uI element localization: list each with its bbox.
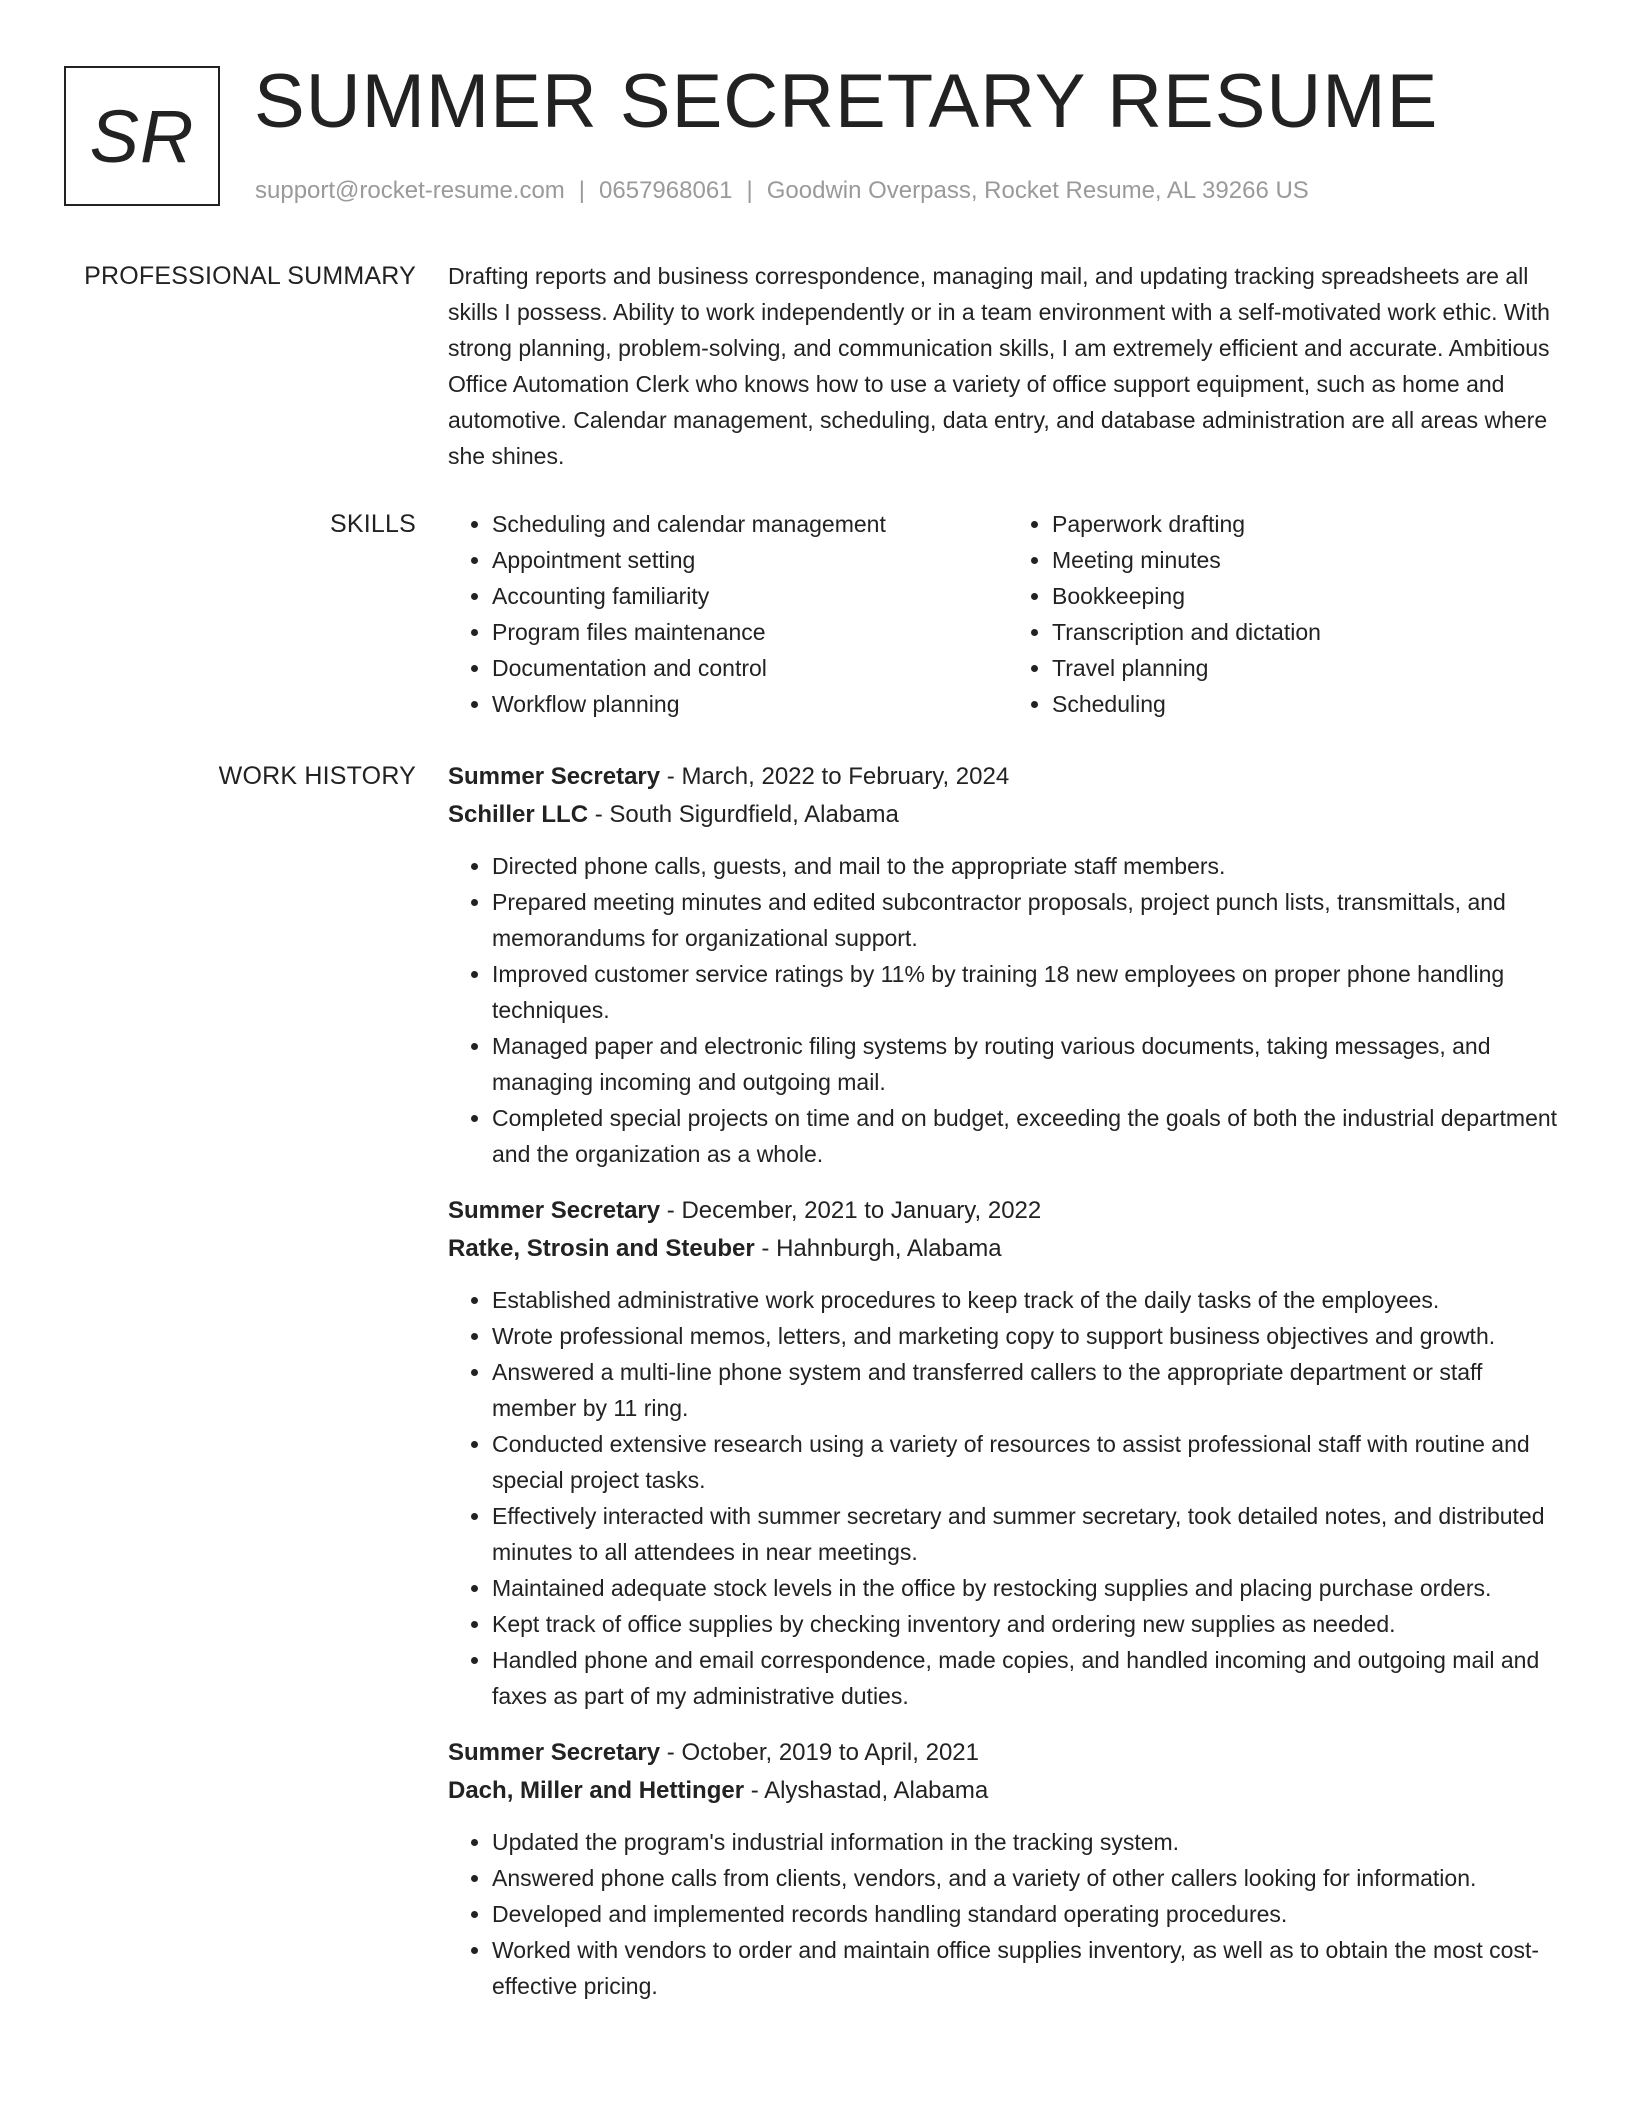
- job-duty: • Worked with vendors to order and maintain office supplies inventory, as well as to obtain the most cost-effective pricing.: [492, 1932, 1568, 2004]
- job-role: Summer Secretary: [448, 763, 661, 790]
- job-dates: - October, 2019 to April, 2021: [660, 1739, 979, 1766]
- job-entry: [448, 1192, 1568, 1714]
- job-duty: • Maintained adequate stock levels in the office by restocking supplies and placing purchase orders.: [492, 1570, 1568, 1606]
- job-duties-list: [448, 1282, 1568, 1714]
- skill-item: • Program files maintenance: [492, 614, 1008, 650]
- job-company-line: [448, 796, 1568, 834]
- skills-body: [448, 506, 1568, 722]
- job-duty: • Answered a multi-line phone system and transferred callers to the appropriate department or staff member by 11 ring.: [492, 1354, 1568, 1426]
- job-duty: • Kept track of office supplies by checking inventory and ordering new supplies as needed.: [492, 1606, 1568, 1642]
- job-duty: • Conducted extensive research using a variety of resources to assist professional staff with routine and special project tasks.: [492, 1426, 1568, 1498]
- contact-separator: |: [578, 177, 586, 204]
- skills-columns: [448, 506, 1568, 722]
- monogram-initials: SR: [89, 94, 195, 178]
- job-duty: • Managed paper and electronic filing systems by routing various documents, taking messages, and managing incoming and outgoing mail.: [492, 1028, 1568, 1100]
- contact-separator: |: [746, 177, 753, 204]
- skill-item: • Paperwork drafting: [1052, 506, 1568, 542]
- job-duty: • Directed phone calls, guests, and mail to the appropriate staff members.: [492, 848, 1568, 884]
- contact-email[interactable]: support@rocket-resume.com: [255, 177, 565, 204]
- job-company: Schiller LLC: [448, 801, 589, 828]
- job-entry: [448, 1734, 1568, 2004]
- skill-item: • Scheduling: [1052, 686, 1568, 722]
- job-role: Summer Secretary: [448, 1197, 661, 1224]
- job-duties-list: [448, 1824, 1568, 2004]
- job-duty: • Wrote professional memos, letters, and marketing copy to support business objectives and growth.: [492, 1318, 1568, 1354]
- job-title-line: [448, 758, 1568, 796]
- job-duty: • Developed and implemented records handling standard operating procedures.: [492, 1896, 1568, 1932]
- skills-list-left: [448, 506, 1008, 722]
- job-duty: • Established administrative work procedures to keep track of the daily tasks of the employees.: [492, 1282, 1568, 1318]
- job-duty: • Improved customer service ratings by 11% by training 18 new employees on proper phone handling techniques.: [492, 956, 1568, 1028]
- job-dates: - December, 2021 to January, 2022: [660, 1197, 1042, 1224]
- skill-item: • Accounting familiarity: [492, 578, 1008, 614]
- job-company: Ratke, Strosin and Steuber: [448, 1235, 755, 1262]
- skill-item: • Appointment setting: [492, 542, 1008, 578]
- skill-item: • Bookkeeping: [1052, 578, 1568, 614]
- job-entry: [448, 758, 1568, 1172]
- job-dates: - March, 2022 to February, 2024: [660, 763, 1010, 790]
- resume-title: SUMMER SECRETARY RESUME: [254, 59, 1439, 144]
- skill-item: • Travel planning: [1052, 650, 1568, 686]
- job-location: - Hahnburgh, Alabama: [754, 1235, 1002, 1262]
- summary-text: Drafting reports and business correspondence, managing mail, and updating tracking spreadsheets are all skills I possess. Ability to work independently or in a team environment with a self-motivated work ethic. With strong planning, problem-solving, and communication skills, I am extremely efficient and accurate. Ambitious Office Automation Clerk who knows how to use a variety of office support equipment, such as home and automotive. Calendar management, scheduling, data entry, and database administration are all areas where she shines.: [448, 263, 1550, 469]
- job-company: Dach, Miller and Hettinger: [448, 1777, 745, 1804]
- job-duty: • Handled phone and email correspondence, made copies, and handled incoming and outgoing mail and faxes as part of my administrative duties.: [492, 1642, 1568, 1714]
- job-duty: • Answered phone calls from clients, vendors, and a variety of other callers looking for information.: [492, 1860, 1568, 1896]
- job-duties-list: [448, 848, 1568, 1172]
- skill-item: • Scheduling and calendar management: [492, 506, 1008, 542]
- job-location: - South Sigurdfield, Alabama: [588, 801, 899, 828]
- skill-item: • Transcription and dictation: [1052, 614, 1568, 650]
- work-history-body: [448, 758, 1568, 2024]
- skill-item: • Meeting minutes: [1052, 542, 1568, 578]
- section-title-skills: SKILLS: [330, 510, 416, 538]
- job-company-line: [448, 1230, 1568, 1268]
- skill-item: • Workflow planning: [492, 686, 1008, 722]
- summary-body: [448, 258, 1568, 474]
- job-duty: • Effectively interacted with summer secretary and summer secretary, took detailed notes, and distributed minutes to all attendees in near meetings.: [492, 1498, 1568, 1570]
- section-title-work-history: WORK HISTORY: [218, 762, 416, 790]
- contact-phone[interactable]: 0657968061: [599, 177, 733, 204]
- job-location: - Alyshastad, Alabama: [744, 1777, 989, 1804]
- job-title-line: [448, 1192, 1568, 1230]
- job-role: Summer Secretary: [448, 1739, 661, 1766]
- job-company-line: [448, 1772, 1568, 1810]
- section-title-summary: PROFESSIONAL SUMMARY: [84, 262, 416, 290]
- contact-address: Goodwin Overpass, Rocket Resume, AL 39266 US: [766, 177, 1309, 204]
- skill-item: • Documentation and control: [492, 650, 1008, 686]
- contact-line: [255, 176, 1309, 206]
- job-duty: • Prepared meeting minutes and edited subcontractor proposals, project punch lists, transmittals, and memorandums for organizational support.: [492, 884, 1568, 956]
- monogram-box: [64, 66, 220, 206]
- job-title-line: [448, 1734, 1568, 1772]
- job-duty: • Updated the program's industrial information in the tracking system.: [492, 1824, 1568, 1860]
- skills-list-right: [1008, 506, 1568, 722]
- job-duty: • Completed special projects on time and on budget, exceeding the goals of both the industrial department and the organization as a whole.: [492, 1100, 1568, 1172]
